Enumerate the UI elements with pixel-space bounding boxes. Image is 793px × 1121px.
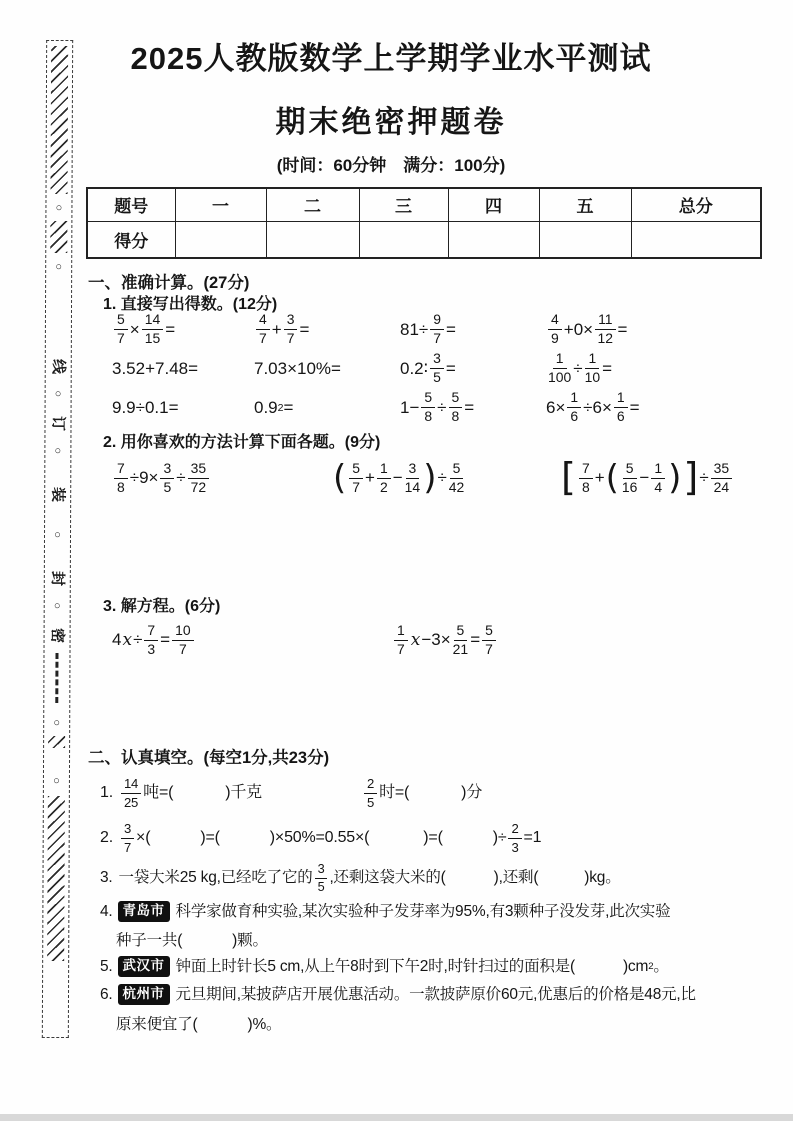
fraction-numerator: 10 [172, 624, 194, 641]
fraction-denominator: 14 [404, 478, 421, 495]
math-text: = [160, 630, 171, 650]
math-text: =1 [523, 829, 542, 846]
fraction [421, 391, 435, 424]
math-text: 1− [400, 397, 420, 417]
math-variable: x [410, 630, 421, 650]
fraction [349, 459, 363, 495]
math-expression [560, 451, 762, 505]
math-expression [112, 615, 392, 665]
fill-item-line [100, 979, 780, 1010]
math-text: ÷ [573, 358, 583, 378]
fraction [614, 391, 628, 424]
math-expression [400, 389, 546, 426]
answer-blank[interactable] [404, 783, 466, 803]
fraction-numerator: 1 [394, 624, 408, 641]
math-text: −3× [421, 630, 451, 650]
fraction-denominator: 72 [190, 478, 207, 495]
math-text: %。 [252, 1015, 282, 1033]
section-calc-heading: 一、准确计算。(27分) [88, 274, 250, 292]
paren-open: ( [569, 957, 575, 975]
math-expression [112, 389, 254, 426]
city-tag: 杭州市 [118, 984, 170, 1005]
math-text: = [428, 829, 438, 846]
fraction-numerator: 7 [144, 624, 158, 641]
fill-item-line [100, 816, 780, 860]
score-cell[interactable] [539, 221, 631, 258]
seal-circle: ○ [54, 444, 62, 458]
fraction [315, 860, 328, 894]
score-col-3: 三 [359, 188, 448, 221]
fraction-numerator: 14 [121, 777, 141, 793]
paren-close: ) [622, 957, 628, 975]
fraction-numerator: 5 [349, 462, 363, 479]
paren-open: ( [440, 869, 446, 887]
fraction-numerator: 5 [623, 462, 637, 479]
fraction-denominator: 2 [379, 478, 388, 495]
fraction-denominator: 42 [448, 478, 465, 495]
fraction-numerator: 5 [454, 624, 468, 641]
fraction [711, 459, 733, 495]
hatch-marks [50, 221, 67, 253]
answer-blank[interactable] [145, 828, 205, 848]
score-header-row [87, 188, 761, 221]
big-bracket-close: ] [683, 454, 699, 500]
math-text: 1. [100, 784, 113, 801]
fraction [114, 459, 128, 495]
math-text: 0.2∶ [400, 358, 429, 378]
fraction [579, 459, 593, 495]
math-expression [254, 389, 400, 426]
math-text: = [283, 397, 294, 417]
fraction-denominator: 8 [451, 408, 460, 424]
fraction-numerator: 3 [430, 352, 444, 369]
fraction-denominator: 7 [433, 330, 442, 346]
hatch-marks [47, 796, 65, 961]
fraction-numerator: 1 [567, 391, 581, 408]
math-text: − [639, 468, 650, 488]
page-subtitle: 期末绝密押题卷 [275, 106, 507, 139]
math-variable: x [122, 630, 133, 650]
fraction [404, 459, 421, 495]
fraction-numerator: 5 [450, 462, 464, 479]
big-bracket-open: [ [561, 454, 576, 500]
seal-circle: ○ [54, 528, 61, 542]
math-text: + [271, 319, 282, 339]
fraction [567, 391, 581, 424]
math-text: 原来便宜了 [116, 1015, 193, 1033]
seal-circle: ○ [55, 201, 63, 215]
math-text: 81÷ [400, 319, 429, 339]
score-col-2: 二 [266, 188, 359, 221]
fraction-denominator: 7 [178, 640, 187, 657]
math-text: +0× [563, 319, 594, 339]
direct-problems [112, 311, 757, 426]
math-text: 时= [379, 784, 405, 801]
math-text: ÷ [437, 397, 447, 417]
paren-open: ( [214, 829, 220, 846]
score-corner: 题号 [87, 188, 175, 221]
paren-close: ) [247, 1015, 253, 1033]
fraction-denominator: 8 [581, 478, 590, 495]
fraction-numerator: 2 [508, 822, 521, 838]
fraction [394, 621, 408, 657]
answer-blank[interactable] [533, 868, 589, 887]
math-text: 颗。 [237, 931, 268, 949]
fraction [377, 459, 391, 495]
math-text: 吨= [143, 784, 169, 801]
math-text: + [365, 468, 375, 488]
math-text: − [392, 468, 403, 488]
superscript: 2 [648, 961, 654, 972]
fraction-denominator: 3 [147, 640, 156, 657]
math-text: = [299, 319, 310, 339]
fraction-denominator: 8 [117, 478, 125, 495]
math-text: = [165, 319, 176, 339]
seal-circle: ○ [53, 774, 60, 788]
fill-item-line [100, 770, 780, 816]
fraction-numerator: 5 [114, 313, 128, 330]
seal-circle: ○ [55, 260, 63, 274]
fraction-denominator: 16 [621, 478, 638, 495]
paren-close: ) [232, 931, 238, 949]
math-text: ÷ [497, 829, 507, 846]
fraction-denominator: 7 [397, 640, 405, 657]
math-text: = [464, 397, 475, 417]
fraction [621, 459, 638, 495]
method-problems [112, 451, 762, 505]
fill-item-line [100, 860, 780, 896]
math-text: 分 [466, 784, 483, 801]
fraction [595, 313, 615, 346]
method-heading: 2. 用你喜欢的方法计算下面各题。(9分) [103, 434, 381, 451]
paren-close: ) [493, 869, 499, 887]
paren-open: ( [364, 829, 370, 846]
fraction-denominator: 21 [452, 640, 469, 657]
fill-items [100, 770, 780, 1039]
exam-info: (时间：60分钟 满分：100分) [276, 156, 506, 175]
seal-char-zhuang: 装 [49, 486, 67, 503]
fill-item-line [100, 927, 780, 954]
fraction-numerator: 7 [579, 462, 593, 479]
seal-circle: ○ [53, 599, 61, 613]
fraction [121, 777, 141, 808]
fraction-denominator: 100 [548, 369, 572, 385]
seal-strip [42, 40, 73, 1038]
paren-open: ( [437, 829, 443, 846]
fraction-numerator: 5 [421, 391, 435, 408]
fraction [585, 352, 601, 385]
fill-item-line [100, 1010, 780, 1039]
math-text: ,还剩 [498, 869, 534, 887]
math-text: ,还剩这袋大米的 [329, 869, 441, 887]
hatch-marks [48, 736, 65, 748]
score-value-row [87, 221, 761, 258]
paren-close: ) [269, 829, 275, 846]
math-expression [546, 350, 757, 387]
paren-close: ) [492, 829, 498, 846]
math-text: 。 [653, 957, 669, 975]
score-cell[interactable] [175, 221, 266, 258]
fraction-numerator: 2 [364, 777, 377, 793]
math-text: 0.9 [254, 397, 278, 417]
fraction-denominator: 15 [144, 330, 161, 346]
seal-char-line: 线 [49, 358, 67, 375]
solve-heading: 3. 解方程。(6分) [103, 598, 221, 615]
fraction-numerator: 9 [430, 313, 444, 330]
seal-circle: ○ [53, 716, 61, 730]
math-text: × [129, 319, 140, 339]
fraction-numerator: 35 [711, 462, 733, 479]
fraction-denominator: 6 [616, 408, 625, 424]
fraction-numerator: 14 [142, 313, 164, 330]
math-expression [392, 615, 752, 665]
fraction [449, 391, 463, 424]
section-fill-heading: 二、认真填空。(每空1分,共23分) [88, 749, 330, 767]
math-text: = [446, 319, 456, 339]
fraction-denominator: 5 [433, 369, 441, 385]
fraction-numerator: 5 [482, 624, 496, 641]
paren-close: ) [225, 784, 231, 801]
solve-problems [112, 615, 752, 665]
score-row-label: 得分 [87, 221, 175, 258]
math-text: = [470, 630, 481, 650]
seal-char-ding: 订 [49, 415, 67, 432]
superscript: 2 [277, 401, 284, 414]
math-text: cm [627, 957, 649, 975]
fraction-numerator: 5 [449, 391, 463, 408]
score-cell[interactable] [448, 221, 539, 258]
math-text: = [629, 397, 640, 417]
score-table [86, 187, 762, 259]
fraction-numerator: 4 [548, 313, 562, 330]
answer-blank[interactable] [441, 868, 499, 887]
fill-item-line [100, 954, 780, 979]
fraction-denominator: 9 [551, 330, 559, 346]
fraction [144, 621, 158, 657]
fraction [121, 822, 134, 853]
page-bottom-edge [0, 1114, 793, 1121]
math-text: 7.03×10%= [254, 358, 341, 378]
math-expression [254, 350, 400, 387]
math-text: = [205, 829, 215, 846]
paren-open: ( [168, 784, 174, 801]
dash-line [55, 653, 58, 703]
fraction [188, 459, 210, 495]
fraction-numerator: 11 [595, 313, 615, 330]
fraction [364, 777, 377, 808]
fraction-numerator: 4 [256, 313, 270, 330]
fraction-numerator: 1 [377, 462, 391, 479]
fraction-denominator: 8 [424, 408, 433, 424]
fraction-denominator: 7 [123, 839, 132, 855]
fraction-denominator: 4 [654, 478, 663, 495]
fraction-denominator: 6 [570, 408, 579, 424]
fraction-denominator: 7 [286, 330, 295, 346]
fraction [448, 459, 465, 495]
fraction-numerator: 3 [315, 863, 328, 879]
math-text: = [602, 358, 613, 378]
fraction-denominator: 7 [117, 330, 125, 346]
fraction-denominator: 5 [317, 878, 325, 894]
math-text: 2. [100, 829, 113, 846]
answer-blank[interactable] [168, 783, 230, 803]
fraction [548, 313, 562, 346]
math-text: 千克 [230, 784, 262, 801]
math-expression [254, 311, 400, 348]
fraction-denominator: 7 [259, 330, 267, 346]
fraction [508, 822, 521, 853]
fraction-denominator: 5 [163, 478, 172, 495]
fraction-denominator: 5 [366, 794, 375, 810]
fraction-numerator: 1 [651, 462, 665, 479]
math-text: 一袋大米25 kg,已经吃了它的 [118, 869, 313, 887]
paren-close: ) [461, 784, 467, 801]
fraction [430, 313, 444, 346]
math-text: ÷6× [583, 397, 612, 417]
hatch-marks [51, 46, 69, 194]
math-text: ÷ [437, 468, 447, 488]
fraction [482, 621, 496, 657]
answer-blank[interactable] [364, 828, 428, 848]
math-text: 科学家做育种实验,某次实验种子发芽率为95%,有3颗种子没发芽,此次实验 [175, 902, 671, 920]
math-text: 4. [100, 902, 113, 920]
fraction-numerator: 1 [614, 391, 628, 408]
answer-blank[interactable] [193, 1015, 253, 1034]
answer-blank[interactable] [177, 931, 237, 950]
math-text: × [136, 829, 146, 846]
answer-blank[interactable] [215, 828, 275, 848]
score-col-total: 总分 [631, 188, 761, 221]
fraction-denominator: 10 [584, 369, 601, 385]
math-text: 3.52+7.48= [112, 358, 199, 378]
math-text: 6× [546, 397, 566, 417]
math-text: 种子一共 [116, 931, 178, 949]
math-text: 5. [100, 957, 113, 975]
seal-char-mi: 密 [48, 627, 66, 644]
big-paren-open: ( [605, 457, 619, 498]
big-paren-close: ) [668, 457, 682, 498]
math-text: ÷9× [129, 468, 159, 488]
score-col-4: 四 [448, 188, 539, 221]
fraction [284, 313, 298, 346]
fraction-denominator: 12 [597, 330, 614, 346]
fraction-numerator: 3 [160, 462, 174, 479]
math-text: kg。 [589, 869, 621, 887]
score-cell[interactable] [266, 221, 359, 258]
answer-blank[interactable] [570, 957, 628, 976]
fraction-denominator: 25 [123, 794, 139, 810]
fraction-denominator: 7 [352, 478, 361, 495]
seal-circle: ○ [54, 387, 62, 401]
page-title: 2025人教版数学上学期学业水平测试 [130, 41, 652, 76]
math-text: 钟面上时针长5 cm,从上午8时到下午2时,时针扫过的面积是 [175, 957, 570, 975]
paren-close: ) [200, 829, 206, 846]
fraction [452, 621, 469, 657]
fraction [142, 313, 164, 346]
fraction-denominator: 24 [713, 478, 730, 495]
fraction-numerator: 35 [188, 462, 210, 479]
paren-close: ) [423, 829, 429, 846]
fraction-numerator: 1 [553, 352, 567, 369]
paren-open: ( [404, 784, 410, 801]
math-expression [546, 311, 757, 348]
paren-open: ( [533, 869, 539, 887]
math-text: ÷ [176, 468, 186, 488]
score-cell[interactable] [631, 221, 761, 258]
math-text: + [594, 468, 605, 488]
fraction [256, 313, 270, 346]
fraction [548, 352, 571, 385]
paren-open: ( [192, 1015, 198, 1033]
fraction [114, 313, 128, 346]
math-expression [400, 350, 546, 387]
math-expression [112, 350, 254, 387]
score-col-1: 一 [175, 188, 266, 221]
math-text: ÷ [699, 468, 709, 488]
fraction [160, 459, 174, 495]
math-expression [546, 389, 757, 426]
fraction-numerator: 1 [585, 352, 599, 369]
math-text: = [617, 319, 628, 339]
fraction [651, 459, 665, 495]
direct-heading: 1. 直接写出得数。(12分) [103, 296, 278, 313]
fraction [430, 352, 444, 385]
paren-close: ) [584, 869, 590, 887]
fraction-denominator: 3 [511, 839, 519, 855]
seal-char-feng: 封 [48, 570, 66, 587]
big-paren-open: ( [333, 457, 347, 498]
math-text: 6. [100, 985, 113, 1003]
fraction-numerator: 3 [284, 313, 298, 330]
math-text: ÷ [133, 630, 143, 650]
big-paren-close: ) [423, 457, 437, 498]
fill-item-line [100, 896, 780, 927]
math-expression [112, 451, 332, 505]
math-text: 9.9÷0.1= [112, 397, 179, 417]
fraction-denominator: 7 [485, 640, 493, 657]
city-tag: 武汉市 [118, 956, 170, 977]
fraction-numerator: 7 [114, 462, 128, 479]
math-expression [400, 311, 546, 348]
math-text: 元旦期间,某披萨店开展优惠活动。一款披萨原价60元,优惠后的价格是48元,比 [175, 985, 696, 1003]
math-text: 3. [100, 869, 113, 887]
fraction-numerator: 3 [406, 462, 420, 479]
math-text: ×50%=0.55× [274, 829, 365, 846]
math-expression [112, 311, 254, 348]
math-expression [332, 451, 560, 505]
math-text: 4 [112, 630, 122, 650]
paren-open: ( [177, 931, 183, 949]
fraction-numerator: 3 [121, 822, 134, 838]
score-cell[interactable] [359, 221, 448, 258]
score-col-5: 五 [539, 188, 631, 221]
answer-blank[interactable] [438, 828, 498, 848]
city-tag: 青岛市 [118, 901, 170, 922]
math-text: = [445, 358, 456, 378]
fraction [172, 621, 194, 657]
paren-open: ( [145, 829, 151, 846]
